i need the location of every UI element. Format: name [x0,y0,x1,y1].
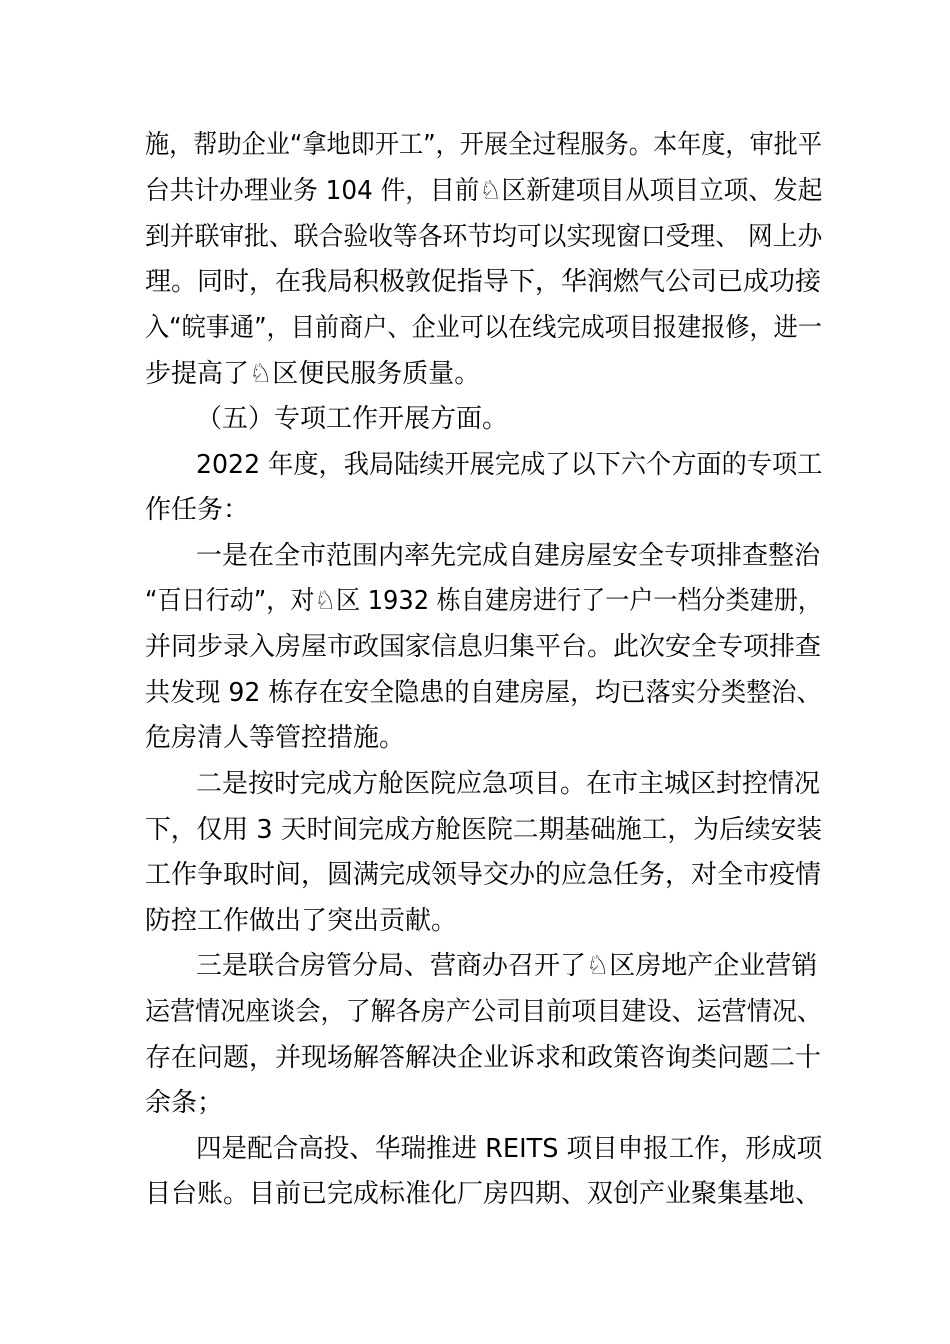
text-line-12: 并同步录入房屋市政国家信息归集平台。此次安全专项排查 [145,632,822,662]
section-heading: （五）专项工作开展方面。 [196,404,509,434]
text-line-3: 到并联审批、联合验收等各环节均可以实现窗口受理、 网上办 [145,222,823,252]
text-line-2: 台共计办理业务 104 件，目前♘区新建项目从项目立项、发起 [145,176,823,206]
text-line-21: 存在问题，并现场解答解决企业诉求和政策咨询类问题二十 [145,1043,822,1073]
text-line-15: 二是按时完成方舱医院应急项目。在市主城区封控情况 [196,769,821,799]
text-line-18: 防控工作做出了突出贡献。 [145,906,458,936]
text-line-16: 下，仅用 3 天时间完成方舱医院二期基础施工，为后续安装 [145,815,823,845]
text-line-19: 三是联合房管分局、营商办召开了♘区房地产企业营销 [196,951,818,981]
text-line-10: 一是在全市范围内率先完成自建房屋安全专项排查整治 [196,541,821,571]
text-line-8: 2022 年度，我局陆续开展完成了以下六个方面的专项工 [196,450,823,480]
text-line-14: 危房清人等管控措施。 [145,723,406,753]
text-line-20: 运营情况座谈会，了解各房产公司目前项目建设、运营情况、 [145,997,823,1027]
text-line-4: 理。同时，在我局积极敦促指导下，华润燃气公司已成功接 [145,267,822,297]
text-line-5: 入“皖事通”，目前商户、企业可以在线完成项目报建报修，进一 [145,313,822,343]
text-line-17: 工作争取时间，圆满完成领导交办的应急任务，对全市疫情 [145,860,822,890]
text-line-22: 余条； [145,1088,224,1118]
text-line-11: “百日行动”，对♘区 1932 栋自建房进行了一户一档分类建册， [145,586,822,616]
text-line-6: 步提高了♘区便民服务质量。 [145,359,481,389]
text-line-23: 四是配合高投、华瑞推进 REITS 项目申报工作，形成项 [196,1134,823,1164]
text-line-13: 共发现 92 栋存在安全隐患的自建房屋，均已落实分类整治、 [145,678,822,708]
text-line-24: 目台账。目前已完成标准化厂房四期、双创产业聚集基地、 [145,1179,822,1209]
text-line-9: 作任务： [145,495,250,525]
text-line-1: 施，帮助企业“拿地即开工”，开展全过程服务。本年度，审批平 [145,130,822,160]
